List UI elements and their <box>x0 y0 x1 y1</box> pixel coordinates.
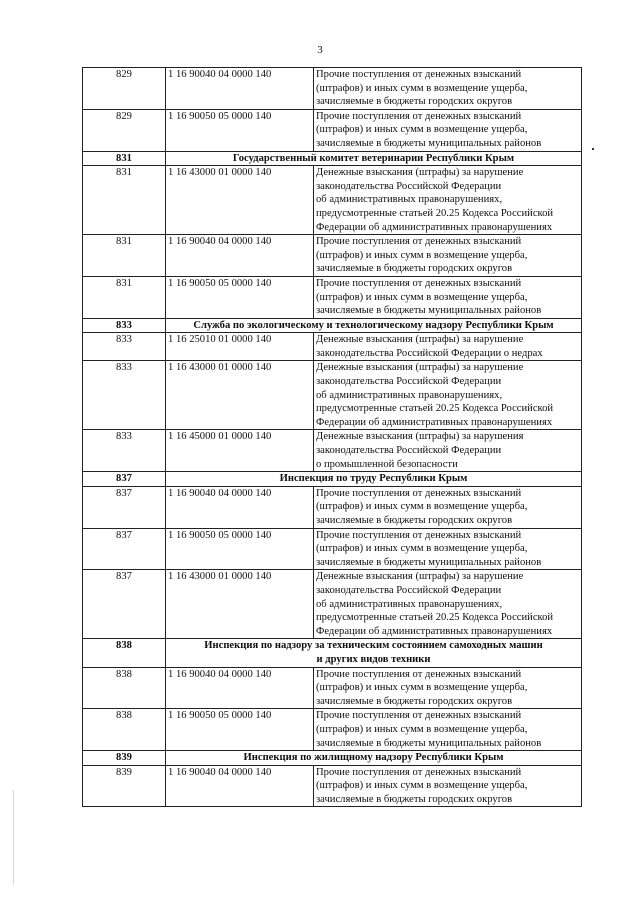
text-line: зачисляемые в бюджеты муниципальных районов <box>316 137 542 149</box>
budget-code-cell: 1 16 90050 05 0000 140 <box>166 109 314 151</box>
scan-edge-line <box>13 790 14 885</box>
text-line: законодательства Российской Федерации <box>316 180 502 192</box>
text-line: и других видов техники <box>316 653 431 665</box>
admin-code-cell: 837 <box>83 486 166 528</box>
text-line: Прочие поступления от денежных взысканий <box>316 766 522 778</box>
income-name-cell <box>314 361 582 430</box>
text-line: об административных правонарушениях, <box>316 389 503 401</box>
budget-code-cell: 1 16 90040 04 0000 140 <box>166 68 314 110</box>
admin-code-cell: 833 <box>83 430 166 472</box>
section-header-row <box>83 318 582 333</box>
text-line: (штрафов) и иных сумм в возмещение ущерба, <box>316 82 528 94</box>
income-name-cell <box>314 528 582 570</box>
income-name-cell <box>314 109 582 151</box>
text-line: Инспекция по жилищному надзору Республики Крым <box>243 752 504 764</box>
text-line: об административных правонарушениях, <box>316 194 503 206</box>
text-line: предусмотренные статьей 20.25 Кодекса Российской <box>316 612 554 624</box>
admin-code-cell: 837 <box>83 472 166 487</box>
admin-code-cell: 839 <box>83 751 166 766</box>
text-line: Служба по экологическому и технологическому надзору Республики Крым <box>193 319 554 331</box>
text-line: зачисляемые в бюджеты городских округов <box>316 793 513 805</box>
admin-code-cell: 838 <box>83 667 166 709</box>
budget-code-cell: 1 16 90040 04 0000 140 <box>166 667 314 709</box>
text-line: (штрафов) и иных сумм в возмещение ущерба, <box>316 291 528 303</box>
income-name-cell <box>314 235 582 277</box>
text-line: зачисляемые в бюджеты городских округов <box>316 515 513 526</box>
income-name-cell <box>314 166 582 235</box>
text-line: законодательства Российской Федерации <box>316 376 502 388</box>
table-row <box>83 109 582 151</box>
text-line: законодательства Российской Федерации о недрах <box>316 347 543 359</box>
section-title-cell <box>166 472 582 487</box>
table-body <box>83 68 582 807</box>
admin-code-cell: 838 <box>83 639 166 667</box>
text-line: Прочие поступления от денежных взысканий <box>316 277 522 289</box>
admin-code-cell: 829 <box>83 68 166 110</box>
income-name-cell <box>314 486 582 528</box>
text-line: (штрафов) и иных сумм в возмещение ущерба, <box>316 723 528 735</box>
admin-code-cell: 833 <box>83 333 166 361</box>
text-line: Инспекция по труду Республики Крым <box>279 473 468 485</box>
text-line: (штрафов) и иных сумм в возмещение ущерба, <box>316 501 528 513</box>
text-line: Денежные взыскания (штрафы) за нарушение <box>316 362 524 374</box>
text-line: зачисляемые в бюджеты муниципальных районов <box>316 556 542 568</box>
text-line: Федерации об административных правонарушениях <box>316 416 553 428</box>
text-line: Прочие поступления от денежных взысканий <box>316 529 522 541</box>
table-row <box>83 235 582 277</box>
text-line: Денежные взыскания (штрафы) за нарушение <box>316 571 524 583</box>
text-line: Прочие поступления от денежных взысканий <box>316 69 522 80</box>
table-row <box>83 430 582 472</box>
budget-code-cell: 1 16 90050 05 0000 140 <box>166 709 314 751</box>
income-name-cell <box>314 765 582 807</box>
text-line: Инспекция по надзору за техническим состоянием самоходных машин <box>204 640 543 652</box>
text-line: Прочие поступления от денежных взысканий <box>316 110 522 122</box>
admin-code-cell: 831 <box>83 235 166 277</box>
text-line: Федерации об административных правонарушениях <box>316 625 553 637</box>
text-line: законодательства Российской Федерации <box>316 584 502 596</box>
income-name-cell <box>314 667 582 709</box>
text-line: (штрафов) и иных сумм в возмещение ущерба, <box>316 682 528 694</box>
table-row <box>83 709 582 751</box>
text-line: Прочие поступления от денежных взысканий <box>316 487 522 499</box>
income-name-cell <box>314 709 582 751</box>
admin-code-cell: 831 <box>83 276 166 318</box>
admin-code-cell: 837 <box>83 570 166 639</box>
budget-code-cell: 1 16 25010 01 0000 140 <box>166 333 314 361</box>
section-title-cell <box>166 151 582 166</box>
section-header-row <box>83 751 582 766</box>
table-row <box>83 667 582 709</box>
table-row <box>83 765 582 807</box>
admin-code-cell: 831 <box>83 166 166 235</box>
text-line: предусмотренные статьей 20.25 Кодекса Российской <box>316 403 554 415</box>
text-line: законодательства Российской Федерации <box>316 445 502 457</box>
admin-code-cell: 839 <box>83 765 166 807</box>
income-name-cell <box>314 430 582 472</box>
text-line: (штрафов) и иных сумм в возмещение ущерба, <box>316 249 528 261</box>
section-header-row <box>83 639 582 667</box>
section-title-cell <box>166 639 582 667</box>
table-row <box>83 361 582 430</box>
budget-code-cell: 1 16 90040 04 0000 140 <box>166 235 314 277</box>
text-line: зачисляемые в бюджеты городских округов <box>316 695 513 707</box>
budget-code-cell: 1 16 90040 04 0000 140 <box>166 486 314 528</box>
section-header-row <box>83 472 582 487</box>
budget-code-cell: 1 16 90040 04 0000 140 <box>166 765 314 807</box>
text-line: предусмотренные статьей 20.25 Кодекса Российской <box>316 207 554 219</box>
text-line: Денежные взыскания (штрафы) за нарушения <box>316 431 524 443</box>
text-line: Прочие поступления от денежных взысканий <box>316 668 522 680</box>
page-number: 3 <box>317 44 323 56</box>
table-row <box>83 68 582 110</box>
income-name-cell <box>314 333 582 361</box>
budget-code-cell: 1 16 45000 01 0000 140 <box>166 430 314 472</box>
text-line: (штрафов) и иных сумм в возмещение ущерба, <box>316 124 528 136</box>
text-line: зачисляемые в бюджеты муниципальных районов <box>316 305 542 317</box>
text-line: Прочие поступления от денежных взысканий <box>316 710 522 722</box>
text-line: об административных правонарушениях, <box>316 598 503 610</box>
income-name-cell <box>314 570 582 639</box>
admin-code-cell: 837 <box>83 528 166 570</box>
section-header-row <box>83 151 582 166</box>
text-line: Денежные взыскания (штрафы) за нарушение <box>316 334 524 346</box>
text-line: Федерации об административных правонарушениях <box>316 221 553 233</box>
text-line: зачисляемые в бюджеты городских округов <box>316 96 513 108</box>
text-line: Денежные взыскания (штрафы) за нарушение <box>316 167 524 179</box>
admin-code-cell: 833 <box>83 361 166 430</box>
table-row <box>83 276 582 318</box>
admin-code-cell: 833 <box>83 318 166 333</box>
text-line: о промышленной безопасности <box>316 458 458 470</box>
text-line: (штрафов) и иных сумм в возмещение ущерба, <box>316 543 528 555</box>
admin-code-cell: 829 <box>83 109 166 151</box>
admin-code-cell: 838 <box>83 709 166 751</box>
income-name-cell <box>314 68 582 110</box>
budget-code-cell: 1 16 43000 01 0000 140 <box>166 361 314 430</box>
text-line: (штрафов) и иных сумм в возмещение ущерба, <box>316 780 528 792</box>
budget-code-cell: 1 16 90050 05 0000 140 <box>166 528 314 570</box>
text-line: Государственный комитет ветеринарии Республики Крым <box>232 152 515 164</box>
table-row <box>83 570 582 639</box>
scan-mark <box>592 148 594 150</box>
table-row <box>83 486 582 528</box>
admin-code-cell: 831 <box>83 151 166 166</box>
table-row <box>83 166 582 235</box>
table-row <box>83 333 582 361</box>
text-line: зачисляемые в бюджеты муниципальных районов <box>316 737 542 749</box>
text-line: зачисляемые в бюджеты городских округов <box>316 263 513 275</box>
income-name-cell <box>314 276 582 318</box>
budget-codes-table <box>82 67 582 807</box>
budget-code-cell: 1 16 90050 05 0000 140 <box>166 276 314 318</box>
section-title-cell <box>166 751 582 766</box>
text-line: Прочие поступления от денежных взысканий <box>316 236 522 248</box>
budget-code-cell: 1 16 43000 01 0000 140 <box>166 166 314 235</box>
table-row <box>83 528 582 570</box>
budget-code-cell: 1 16 43000 01 0000 140 <box>166 570 314 639</box>
section-title-cell <box>166 318 582 333</box>
